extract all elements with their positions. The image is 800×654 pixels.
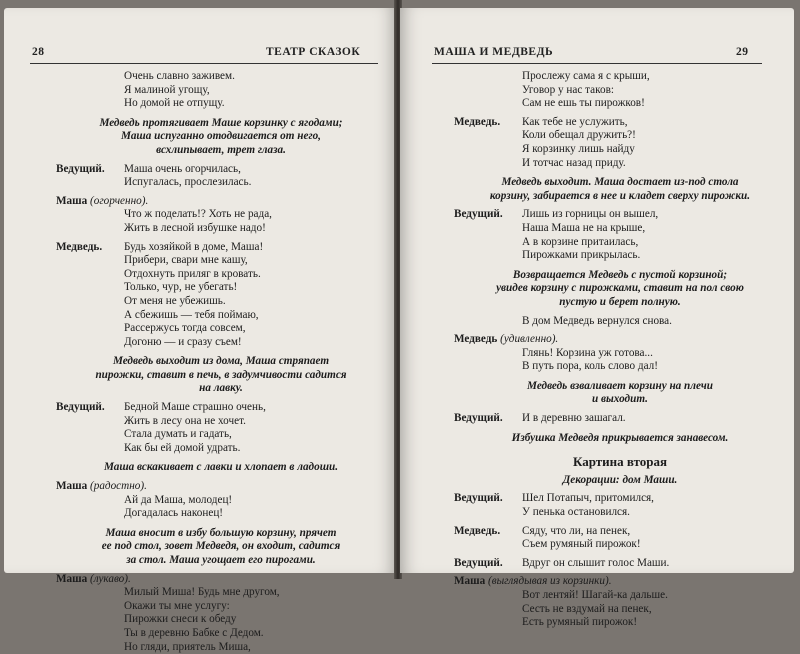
stage-line: ее под стол, зовет Медведя, он входит, садится — [101, 540, 341, 553]
speaker-name: Медведь — [454, 333, 498, 346]
speech-line: Лишь из горницы он вышел, — [522, 208, 659, 221]
speaker-heading — [56, 573, 386, 587]
speech-line: Бедной Маше страшно очень, — [124, 401, 266, 414]
right-page — [400, 8, 794, 629]
verse-block — [454, 70, 786, 111]
stage-line: Возвращается Медведь с пустой корзиной; — [512, 268, 728, 281]
left-page — [4, 8, 396, 653]
speech-line: Только, чур, не убегать! — [124, 281, 238, 294]
speaker-name: Ведущий. — [56, 162, 105, 175]
scene-title: Картина вторая — [572, 454, 668, 470]
stage-line: Медведь протягивает Маше корзинку с ягодами; — [99, 116, 343, 129]
speech-line: Стала думать и гадать, — [124, 428, 232, 441]
stage-direction — [56, 117, 386, 158]
speech-line: Ты в деревню Бабке с Дедом. — [124, 626, 264, 639]
verse-line: Прослежу сама я с крыши, — [522, 70, 650, 82]
speech-line: В путь пора, коль слово дал! — [522, 360, 658, 373]
speech-row — [56, 241, 386, 350]
speech-line: Коли обещал дружить?! — [522, 129, 636, 142]
speech-line: Вдруг он слышит голос Маши. — [522, 556, 670, 569]
speech-line: Есть румяный пирожок! — [522, 616, 638, 629]
stage-line: Маша испуганно отодвигается от него, — [121, 130, 321, 143]
speaker-note: (лукаво). — [90, 572, 131, 585]
speaker-note: (выглядывая из корзинки). — [488, 575, 612, 588]
speech-line: Что ж поделать!? Хоть не рада, — [124, 208, 272, 221]
speech-lines — [56, 494, 386, 521]
speech-line: Я корзинку лишь найду — [522, 142, 635, 155]
speaker-name: Маша — [56, 480, 88, 493]
speech-line: Сесть не вздумай на пенек, — [522, 602, 652, 615]
speech-line: Испугалась, прослезилась. — [124, 176, 252, 189]
speaker-name: Медведь. — [56, 240, 103, 253]
header-rule — [30, 63, 378, 64]
speech-line: Но гляди, приятель Миша, — [124, 640, 251, 653]
stage-direction — [454, 269, 786, 310]
speech-line: Пирожками прикрылась. — [522, 249, 641, 262]
speech-line: Вот лентяй! Шагай-ка дальше. — [522, 589, 668, 601]
stage-line: Маша вскакивает с лавки и хлопает в ладоши. — [103, 461, 339, 474]
speech-lines — [522, 557, 669, 571]
speech-line: Жить в лесной избушке надо! — [124, 221, 266, 234]
speech-line: А сбежишь — тебя поймаю, — [124, 308, 259, 321]
speech-lines — [522, 412, 626, 426]
scene-decorations: Декорации: дом Маши. — [562, 473, 678, 486]
stage-line: за стол. Маша угощает его пирогами. — [126, 554, 316, 566]
speech-lines — [454, 347, 786, 374]
page-number: 29 — [736, 46, 749, 58]
speaker-name: Ведущий. — [454, 208, 503, 221]
stage-line: корзину, забирается в нее и кладет сверху пирожки. — [489, 189, 751, 202]
speaker-name: Маша — [56, 572, 88, 585]
stage-line: Медведь выходит. Маша достает из-под стола — [501, 176, 739, 189]
speaker-name: Медведь. — [454, 115, 501, 128]
page-text — [56, 70, 386, 654]
speech-line: Рассержусь тогда совсем, — [124, 322, 246, 335]
stage-line: Медведь выходит из дома, Маша стряпает — [112, 355, 330, 368]
page-number: 28 — [32, 46, 45, 58]
stage-line: Избушка Медведя прикрывается занавесом. — [511, 431, 729, 444]
speaker-name: Ведущий. — [454, 492, 503, 505]
stage-direction — [454, 380, 786, 407]
speech-line: Пирожки снеси к обеду — [124, 613, 237, 626]
speech-line: Отдохнуть приляг в кровать. — [124, 267, 261, 280]
running-head: ТЕАТР СКАЗОК — [266, 46, 361, 58]
speech-line: Прибери, свари мне кашу, — [124, 254, 248, 267]
speech-lines — [124, 241, 263, 350]
speech-lines — [522, 492, 654, 519]
speech-row — [454, 116, 786, 170]
speech-lines — [124, 401, 266, 455]
stage-line: на лавку. — [199, 382, 243, 395]
speech-lines — [522, 208, 658, 262]
speech-line: Как бы ей домой удрать. — [124, 441, 241, 454]
verse-line: Уговор у нас таков: — [522, 83, 614, 96]
speech-line: Наша Маша не на крыше, — [522, 221, 646, 234]
speech-lines — [522, 116, 636, 170]
speech-line: Догоню — и сразу съем! — [124, 335, 242, 348]
speaker-heading — [454, 575, 786, 589]
speech-lines — [56, 586, 386, 654]
speech-line: Шел Потапыч, притомился, — [522, 492, 654, 505]
stage-line: пустую и берет полную. — [559, 295, 681, 308]
speech-line: Догадалась наконец! — [124, 507, 224, 520]
speaker-note: (радостно). — [90, 480, 147, 493]
speech-line: Милый Миша! Будь мне другом, — [124, 586, 280, 599]
speaker-note: (огорченно). — [90, 194, 149, 207]
stage-line: Медведь взваливает корзину на плечи — [527, 379, 713, 392]
speech-line: Маша очень огорчилась, — [124, 162, 241, 175]
speaker-name: Ведущий. — [454, 412, 503, 425]
speaker-name: Маша — [454, 575, 486, 588]
speech-line: Ай да Маша, молодец! — [124, 493, 233, 506]
stage-direction — [56, 355, 386, 396]
speech-line: Будь хозяйкой в доме, Маша! — [124, 240, 264, 253]
speech-line: Как тебе не услужить, — [522, 115, 628, 128]
speaker-heading — [56, 195, 386, 209]
speech-line: Съем румяный пирожок! — [522, 538, 641, 551]
stage-direction — [56, 527, 386, 568]
header-rule — [432, 63, 762, 64]
verse-line: В дом Медведь вернулся снова. — [522, 314, 672, 327]
verse-line: Но домой не отпущу. — [124, 97, 225, 110]
stage-direction — [56, 461, 386, 475]
speech-line: И в деревню зашагал. — [522, 412, 626, 425]
speech-row — [56, 163, 386, 190]
speaker-heading — [56, 480, 386, 494]
speaker-heading — [454, 333, 786, 347]
speaker-name: Медведь. — [454, 524, 501, 537]
speech-row — [454, 412, 786, 426]
stage-direction — [454, 176, 786, 203]
stage-line: увидев корзину с пирожками, ставит на пол свою — [496, 282, 744, 295]
page-text — [454, 70, 786, 630]
speech-line: От меня не убежишь. — [124, 294, 226, 307]
speaker-note: (удивленно). — [500, 333, 559, 346]
verse-line: Я малиной угощу, — [124, 83, 210, 96]
speech-row — [56, 401, 386, 455]
speech-lines — [56, 208, 386, 235]
speech-row — [454, 492, 786, 519]
speech-lines — [522, 525, 641, 552]
verse-line: Очень славно заживем. — [124, 70, 235, 82]
speech-line: Окажи ты мне услугу: — [124, 599, 230, 612]
speech-line: И тотчас назад приду. — [522, 156, 626, 169]
speech-line: Глянь! Корзина уж готова... — [522, 346, 653, 359]
speaker-name: Ведущий. — [56, 401, 105, 414]
speech-line: Жить в лесу она не хочет. — [124, 414, 246, 427]
speech-lines — [454, 589, 786, 630]
stage-line: и выходит. — [592, 393, 648, 406]
stage-line: пирожки, ставит в печь, в задумчивости садится — [95, 368, 347, 381]
speech-line: А в корзине притаилась, — [522, 235, 639, 248]
speech-row — [454, 208, 786, 262]
speech-lines — [124, 163, 251, 190]
stage-line: всхлипывает, трет глаза. — [156, 143, 286, 156]
stage-direction — [454, 432, 786, 446]
stage-line: Маша вносит в избу большую корзину, прячет — [105, 526, 337, 539]
running-head: МАША И МЕДВЕДЬ — [434, 46, 554, 58]
speaker-name: Маша — [56, 194, 88, 207]
speech-line: У пенька остановился. — [522, 506, 630, 519]
verse-block — [56, 70, 386, 111]
speaker-name: Ведущий. — [454, 556, 503, 569]
speech-row — [454, 525, 786, 552]
verse-block — [454, 315, 786, 329]
speech-line: Сяду, что ли, на пенек, — [522, 524, 631, 537]
speech-row — [454, 557, 786, 571]
verse-line: Сам не ешь ты пирожков! — [522, 97, 645, 110]
